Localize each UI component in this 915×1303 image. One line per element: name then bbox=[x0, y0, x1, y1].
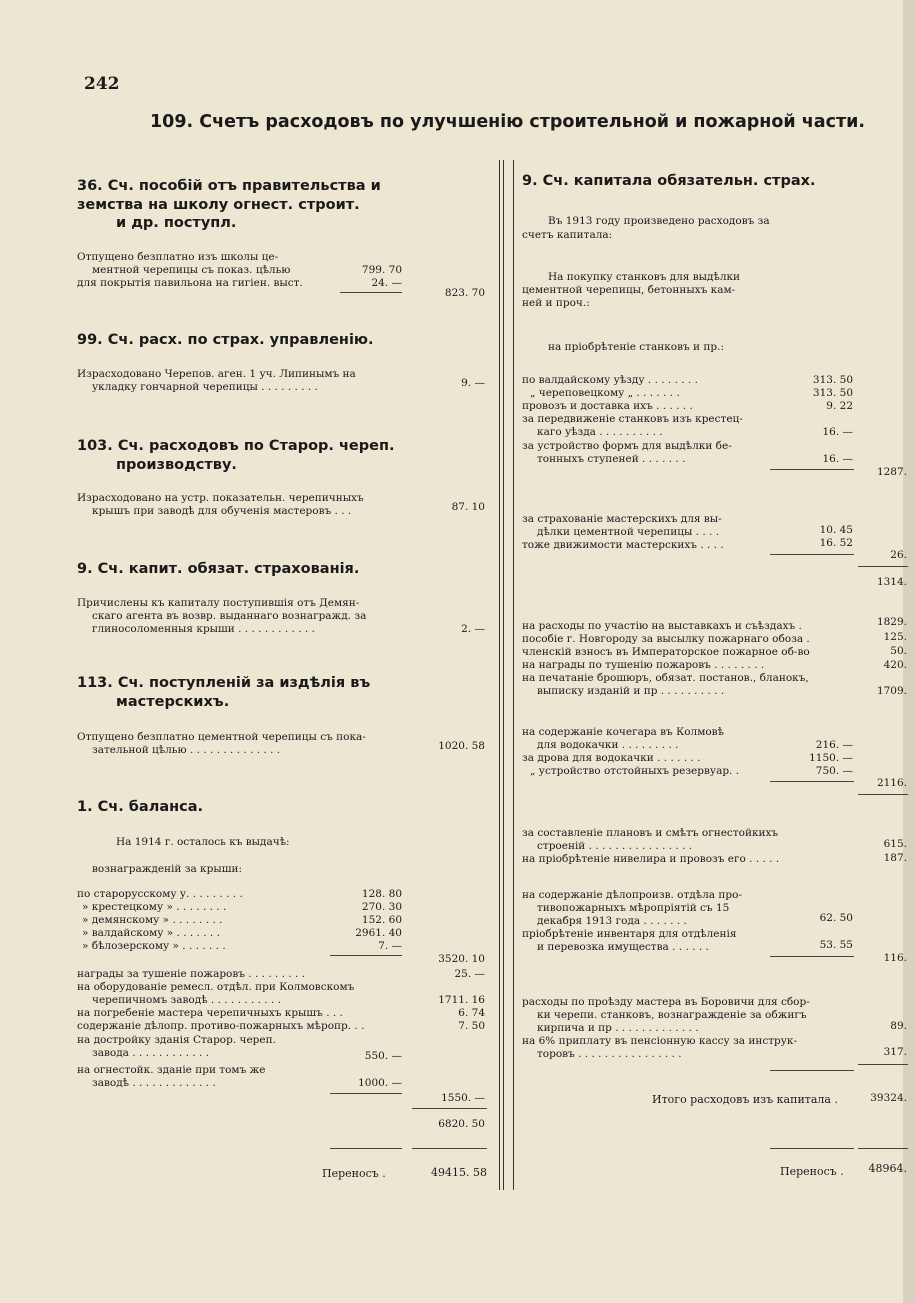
amount: 799. 70 bbox=[361, 264, 402, 276]
rule bbox=[770, 469, 854, 470]
amount: 1829. bbox=[876, 616, 907, 628]
amount: 10. 45 bbox=[819, 524, 853, 536]
section-heading: 36. Сч. пособій отъ правительства и bbox=[77, 178, 381, 194]
amount: 420. bbox=[883, 659, 907, 671]
section-heading: 99. Сч. расх. по страх. управленію. bbox=[77, 332, 374, 348]
page-number: 242 bbox=[84, 74, 120, 94]
entry-text: тоже движимости мастерскихъ . . . . bbox=[522, 539, 724, 551]
entry-text: выписку изданій и пр . . . . . . . . . . bbox=[537, 685, 725, 697]
amount: 1150. — bbox=[809, 752, 853, 764]
entry-text: заводѣ . . . . . . . . . . . . . bbox=[92, 1077, 216, 1089]
amount: 1000. — bbox=[358, 1077, 402, 1089]
amount: 216. — bbox=[815, 739, 853, 751]
entry-text: » крестецкому » . . . . . . . . bbox=[82, 901, 227, 913]
entry-text: по старорусскому у. . . . . . . . . bbox=[77, 888, 243, 900]
entry-text: ментной черепицы съ показ. цѣлью bbox=[92, 264, 291, 276]
amount: 152. 60 bbox=[361, 914, 402, 926]
entry-text: крышъ при заводѣ для обученія мастеровъ . . . bbox=[92, 505, 352, 517]
entry-text: за передвиженіе станковъ изъ крестец- bbox=[522, 413, 743, 425]
rule bbox=[770, 554, 854, 555]
entry-text: на содержаніе кочегара въ Колмовѣ bbox=[522, 726, 724, 738]
entry-text: членскій взносъ въ Императорское пожарное об-во bbox=[522, 646, 810, 658]
amount: 50. bbox=[890, 645, 907, 657]
column-divider bbox=[499, 160, 500, 1190]
rule bbox=[330, 1093, 402, 1094]
entry-text: на пріобрѣтеніе станковъ и пр.: bbox=[548, 341, 724, 353]
entry-text: на печатаніе брошюръ, обязат. постанов., бланокъ, bbox=[522, 672, 809, 684]
amount: 6. 74 bbox=[458, 1007, 485, 1019]
rule bbox=[770, 1148, 854, 1149]
entry-text: на содержаніе дѣлопроизв. отдѣла про- bbox=[522, 889, 742, 901]
entry-text: вознагражденій за крыши: bbox=[92, 863, 242, 875]
entry-text: Израсходовано на устр. показательн. черепичныхъ bbox=[77, 492, 364, 504]
amount: 128. 80 bbox=[361, 888, 402, 900]
entry-text: На 1914 г. осталось къ выдачѣ: bbox=[116, 836, 290, 848]
entry-text: » бѣлозерскому » . . . . . . . bbox=[82, 940, 226, 952]
entry-text: на огнестойк. зданіе при томъ же bbox=[77, 1064, 266, 1076]
amount: 750. — bbox=[815, 765, 853, 777]
entry-text: ки черепи. станковъ, вознагражденіе за обжигъ bbox=[537, 1009, 807, 1021]
entry-text: счетъ капитала: bbox=[522, 229, 613, 241]
amount-total: 3520. 10 bbox=[438, 953, 485, 965]
entry-text: кирпича и пр . . . . . . . . . . . . . bbox=[537, 1022, 699, 1034]
rule bbox=[770, 781, 854, 782]
section-heading: земства на школу огнест. строит. bbox=[77, 197, 360, 213]
amount-total: 6820. 50 bbox=[438, 1118, 485, 1130]
entry-text: на пріобрѣтеніе нивелира и провозъ его . . . . . bbox=[522, 853, 780, 865]
rule bbox=[858, 1148, 908, 1149]
amount-total: 823. 70 bbox=[444, 287, 485, 299]
amount-total: 9. — bbox=[461, 377, 485, 389]
entry-text: тивопожарныхъ мѣропріятій съ 15 bbox=[537, 902, 730, 914]
amount: 16. 52 bbox=[819, 537, 853, 549]
entry-text: награды за тушеніе пожаровъ . . . . . . . . . bbox=[77, 968, 306, 980]
amount-total: 2. — bbox=[461, 623, 485, 635]
section-heading: 103. Сч. расходовъ по Старор. череп. bbox=[77, 438, 395, 454]
amount: 317. bbox=[883, 1046, 907, 1058]
entry-text: провозъ и доставка ихъ . . . . . . bbox=[522, 400, 693, 412]
amount: 9. 22 bbox=[826, 400, 853, 412]
amount-total: 26. bbox=[890, 549, 907, 561]
entry-text: пособіе г. Новгороду за высылку пожарнаго обоза . bbox=[522, 633, 810, 645]
amount: 2961. 40 bbox=[355, 927, 402, 939]
entry-text: дѣлки цементной черепицы . . . . bbox=[537, 526, 720, 538]
entry-text: за страхованіе мастерскихъ для вы- bbox=[522, 513, 722, 525]
carry-label: Переносъ . bbox=[780, 1165, 844, 1178]
amount: 24. — bbox=[371, 277, 402, 289]
total-label: Итого расходовъ изъ капитала . bbox=[652, 1093, 838, 1106]
entry-text: Отпущено безплатно изъ школы це- bbox=[77, 251, 279, 263]
carry-label: Переносъ . bbox=[322, 1167, 386, 1180]
entry-text: каго уѣзда . . . . . . . . . . bbox=[537, 426, 663, 438]
amount: 187. bbox=[883, 852, 907, 864]
entry-text: тонныхъ ступеней . . . . . . . bbox=[537, 453, 686, 465]
entry-text: цементной черепицы, бетонныхъ кам- bbox=[522, 284, 736, 296]
amount: 16. — bbox=[822, 426, 853, 438]
amount-total: 1020. 58 bbox=[438, 740, 485, 752]
entry-text: Отпущено безплатно цементной черепицы съ пока- bbox=[77, 731, 366, 743]
amount: 25. — bbox=[454, 968, 485, 980]
rule bbox=[330, 1148, 402, 1149]
entry-text: для покрытія павильона на гигіен. выст. bbox=[77, 277, 303, 289]
column-divider bbox=[503, 160, 504, 1190]
carry-value: 49415. 58 bbox=[431, 1166, 487, 1179]
entry-text: зательной цѣлью . . . . . . . . . . . . . . bbox=[92, 744, 281, 756]
entry-text: для водокачки . . . . . . . . . bbox=[537, 739, 679, 751]
entry-text: „ устройство отстойныхъ резервуар. . bbox=[530, 765, 740, 777]
section-heading: 9. Сч. капит. обязат. страхованія. bbox=[77, 561, 360, 577]
entry-text: Израсходовано Черепов. аген. 1 уч. Липинымъ на bbox=[77, 368, 356, 380]
amount: 125. bbox=[883, 631, 907, 643]
rule bbox=[770, 1070, 854, 1071]
entry-text: » валдайскому » . . . . . . . bbox=[82, 927, 220, 939]
entry-text: „ череповецкому „ . . . . . . . bbox=[530, 387, 680, 399]
carry-value: 48964. bbox=[868, 1162, 907, 1175]
amount: 89. bbox=[890, 1020, 907, 1032]
rule bbox=[412, 1108, 487, 1109]
page-title: 109. Счетъ расходовъ по улучшенію строительной и пожарной части. bbox=[150, 112, 866, 132]
amount: 53. 55 bbox=[819, 939, 853, 951]
entry-text: черепичномъ заводѣ . . . . . . . . . . . bbox=[92, 994, 281, 1006]
rule bbox=[330, 955, 402, 956]
entry-text: на оборудованіе ремесл. отдѣл. при Колмовскомъ bbox=[77, 981, 355, 993]
amount-total: 1550. — bbox=[441, 1092, 485, 1104]
amount: 550. — bbox=[364, 1050, 402, 1062]
section-heading: 1. Сч. баланса. bbox=[77, 799, 204, 815]
section-heading: и др. поступл. bbox=[116, 215, 237, 231]
entry-text: строеній . . . . . . . . . . . . . . . . bbox=[537, 840, 693, 852]
entry-text: на погребеніе мастера черепичныхъ крышъ . . . bbox=[77, 1007, 343, 1019]
amount: 615. bbox=[883, 838, 907, 850]
section-heading: 113. Сч. поступленій за издѣлія въ bbox=[77, 675, 371, 691]
entry-text: глиносоломенныя крыши . . . . . . . . . . . . bbox=[92, 623, 315, 635]
entry-text: На покупку станковъ для выдѣлки bbox=[548, 271, 741, 283]
entry-text: » демянскому » . . . . . . . . bbox=[82, 914, 223, 926]
rule bbox=[858, 1064, 908, 1065]
amount: 16. — bbox=[822, 453, 853, 465]
amount: 313. 50 bbox=[812, 374, 853, 386]
entry-text: по валдайскому уѣзду . . . . . . . . bbox=[522, 374, 698, 386]
amount: 313. 50 bbox=[812, 387, 853, 399]
entry-text: за дрова для водокачки . . . . . . . bbox=[522, 752, 701, 764]
entry-text: на 6% приплату въ пенсіонную кассу за инструк- bbox=[522, 1035, 798, 1047]
amount: 7. — bbox=[378, 940, 402, 952]
amount: 7. 50 bbox=[458, 1020, 485, 1032]
rule bbox=[340, 292, 402, 293]
entry-text: за составленіе плановъ и смѣтъ огнестойкихъ bbox=[522, 827, 779, 839]
entry-text: на награды по тушенію пожаровъ . . . . . . . . bbox=[522, 659, 765, 671]
rule bbox=[412, 1148, 487, 1149]
section-heading: 9. Сч. капитала обязательн. страх. bbox=[522, 173, 816, 189]
amount-total: 2116. bbox=[876, 777, 907, 789]
entry-text: Причислены къ капиталу поступившія отъ Демян- bbox=[77, 597, 360, 609]
section-heading: производству. bbox=[116, 457, 237, 473]
section-heading: мастерскихъ. bbox=[116, 694, 230, 710]
entry-text: за устройство формъ для выдѣлки бе- bbox=[522, 440, 732, 452]
entry-text: укладку гончарной черепицы . . . . . . . . . bbox=[92, 381, 318, 393]
rule bbox=[858, 566, 908, 567]
amount-total: 1314. bbox=[876, 576, 907, 588]
amount: 270. 30 bbox=[361, 901, 402, 913]
rule bbox=[770, 956, 854, 957]
amount-total: 1287. bbox=[876, 466, 907, 478]
entry-text: на достройку зданія Старор. череп. bbox=[77, 1034, 276, 1046]
entry-text: торовъ . . . . . . . . . . . . . . . . bbox=[537, 1048, 682, 1060]
amount-total: 116. bbox=[883, 952, 907, 964]
entry-text: декабря 1913 года . . . . . . . bbox=[537, 915, 687, 927]
entry-text: пріобрѣтеніе инвентаря для отдѣленія bbox=[522, 928, 737, 940]
entry-text: Въ 1913 году произведено расходовъ за bbox=[548, 215, 770, 227]
total-value: 39324. bbox=[870, 1092, 907, 1104]
entry-text: и перевозка имущества . . . . . . bbox=[537, 941, 709, 953]
rule bbox=[858, 794, 908, 795]
column-divider bbox=[513, 160, 514, 1190]
amount: 1709. bbox=[876, 685, 907, 697]
entry-text: содержаніе дѣлопр. противо-пожарныхъ мѣропр. . . bbox=[77, 1020, 365, 1032]
entry-text: завода . . . . . . . . . . . . bbox=[92, 1047, 210, 1059]
entry-text: расходы по проѣзду мастера въ Боровичи для сбор- bbox=[522, 996, 810, 1008]
entry-text: на расходы по участію на выставкахъ и съѣздахъ . bbox=[522, 620, 802, 632]
entry-text: скаго агента въ возвр. выданнаго вознагражд. за bbox=[92, 610, 367, 622]
entry-text: ней и проч.: bbox=[522, 297, 590, 309]
amount: 62. 50 bbox=[819, 912, 853, 924]
amount-total: 87. 10 bbox=[451, 501, 485, 513]
amount: 1711. 16 bbox=[438, 994, 485, 1006]
